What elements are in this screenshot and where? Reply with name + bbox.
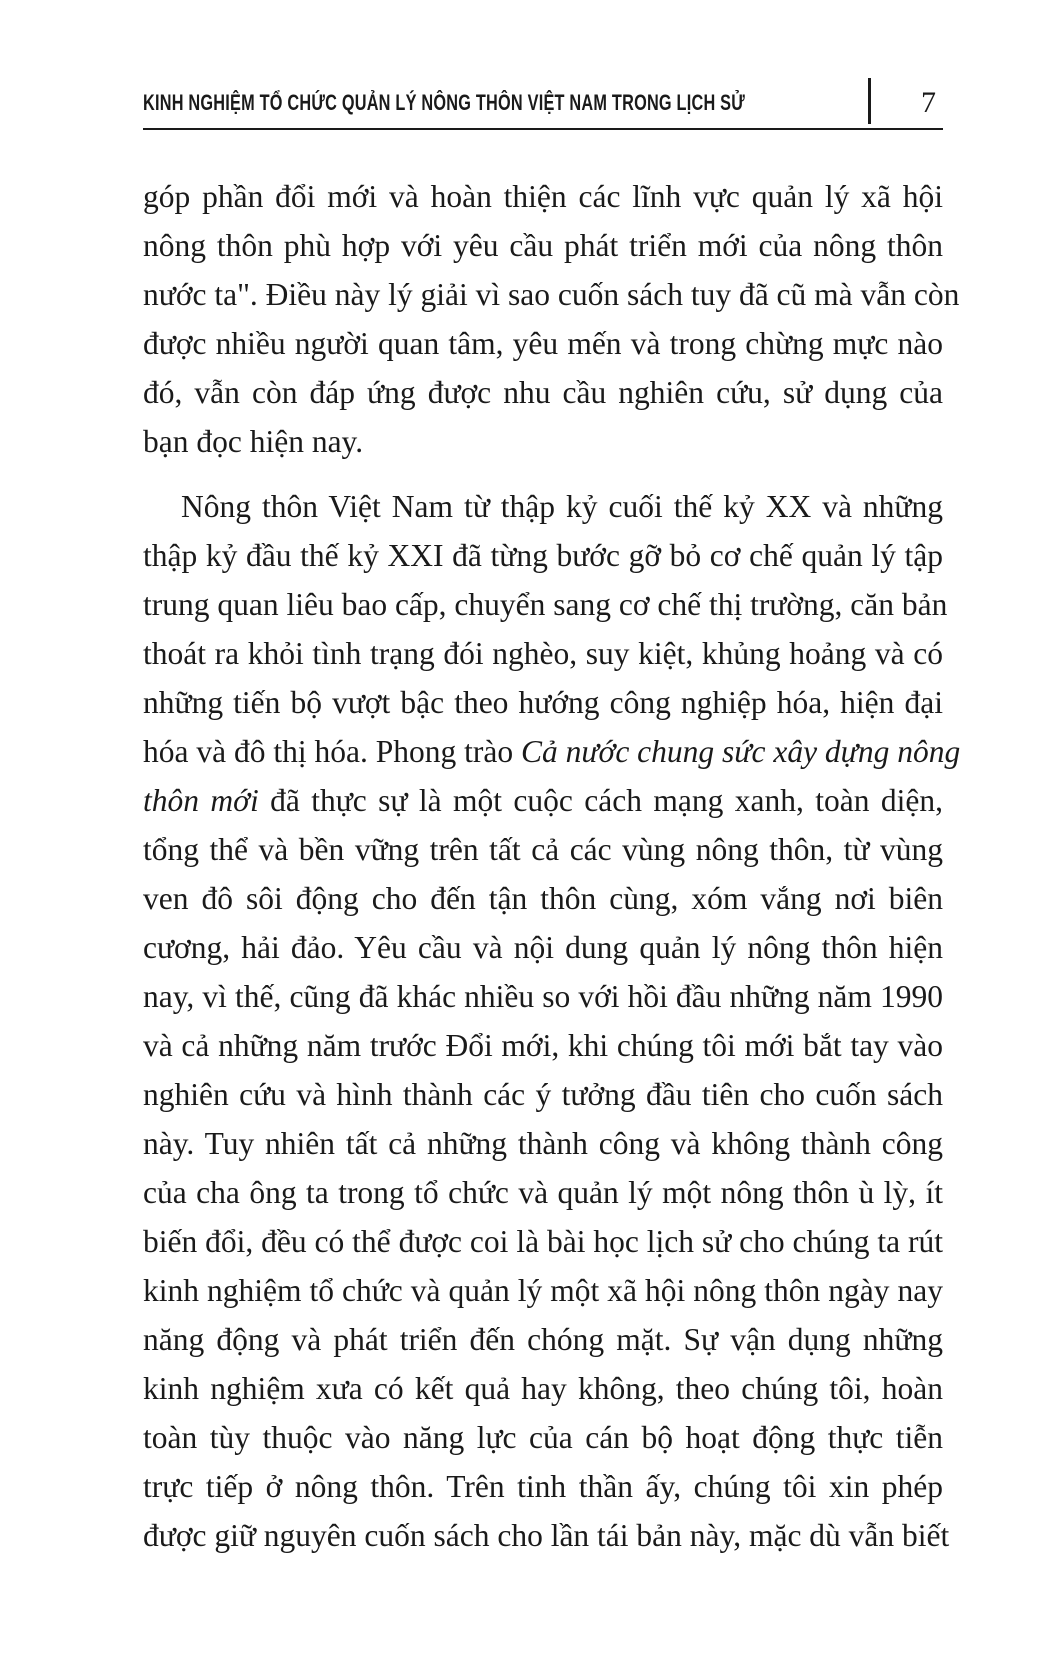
- text-line: thoát ra khỏi tình trạng đói nghèo, suy kiệt, khủng hoảng và có: [143, 636, 943, 671]
- text-line: năng động và phát triển đến chóng mặt. Sự vận dụng những: [143, 1322, 943, 1357]
- running-title: KINH NGHIỆM TỔ CHỨC QUẢN LÝ NÔNG THÔN VIỆT NAM TRONG LỊCH SỬ: [143, 90, 745, 115]
- text-line: nông thôn phù hợp với yêu cầu phát triển mới của nông thôn: [143, 228, 943, 263]
- text-line: được nhiều người quan tâm, yêu mến và trong chừng mực nào: [143, 326, 943, 361]
- text-run: đã thực sự là một cuộc cách mạng xanh, toàn diện,: [258, 783, 943, 818]
- page-number: 7: [921, 86, 936, 119]
- paragraph-gap: [143, 466, 943, 482]
- text-line: nay, vì thế, cũng đã khác nhiều so với hồi đầu những năm 1990: [143, 979, 943, 1014]
- header-rule: [143, 128, 943, 130]
- text-line: tổng thể và bền vững trên tất cả các vùng nông thôn, từ vùng: [143, 832, 943, 867]
- text-run: hóa và đô thị hóa. Phong trào: [143, 734, 521, 769]
- text-line: [143, 727, 961, 776]
- text-line: đó, vẫn còn đáp ứng được nhu cầu nghiên cứu, sử dụng của: [143, 375, 943, 410]
- text-line: này. Tuy nhiên tất cả những thành công và không thành công: [143, 1126, 943, 1161]
- text-line: những tiến bộ vượt bậc theo hướng công nghiệp hóa, hiện đại: [143, 685, 943, 720]
- text-line: được giữ nguyên cuốn sách cho lần tái bản này, mặc dù vẫn biết: [143, 1518, 950, 1553]
- text-line: cương, hải đảo. Yêu cầu và nội dung quản lý nông thôn hiện: [143, 930, 943, 965]
- text-line: nghiên cứu và hình thành các ý tưởng đầu tiên cho cuốn sách: [143, 1077, 943, 1112]
- text-line: ven đô sôi động cho đến tận thôn cùng, xóm vắng nơi biên: [143, 881, 943, 916]
- paragraph-2: [143, 482, 961, 1560]
- text-line: kinh nghiệm tổ chức và quản lý một xã hội nông thôn ngày nay: [143, 1273, 943, 1308]
- text-line: góp phần đổi mới và hoàn thiện các lĩnh vực quản lý xã hội: [143, 179, 943, 214]
- italic-title-run: thôn mới: [143, 783, 259, 818]
- text-line: trực tiếp ở nông thôn. Trên tinh thần ấy, chúng tôi xin phép: [143, 1469, 943, 1504]
- text-line: của cha ông ta trong tổ chức và quản lý một nông thôn ù lỳ, ít: [143, 1175, 943, 1210]
- text-line: trung quan liêu bao cấp, chuyển sang cơ chế thị trường, căn bản: [143, 587, 948, 622]
- running-header: [143, 86, 943, 130]
- text-line: Nông thôn Việt Nam từ thập kỷ cuối thế kỷ XX và những: [181, 489, 943, 524]
- paragraph-1: [143, 172, 960, 466]
- text-line: và cả những năm trước Đổi mới, khi chúng tôi mới bắt tay vào: [143, 1028, 943, 1063]
- text-line: biến đổi, đều có thể được coi là bài học lịch sử cho chúng ta rút: [143, 1224, 943, 1259]
- text-line: [143, 776, 943, 825]
- text-line: toàn tùy thuộc vào năng lực của cán bộ hoạt động thực tiễn: [143, 1420, 943, 1455]
- text-line: thập kỷ đầu thế kỷ XXI đã từng bước gỡ bỏ cơ chế quản lý tập: [143, 538, 943, 573]
- text-line: nước ta". Điều này lý giải vì sao cuốn sách tuy đã cũ mà vẫn còn: [143, 277, 960, 312]
- text-line: bạn đọc hiện nay.: [143, 424, 364, 459]
- italic-title-run: Cả nước chung sức xây dựng nông: [520, 734, 961, 769]
- header-divider: [868, 78, 871, 124]
- text-line: kinh nghiệm xưa có kết quả hay không, theo chúng tôi, hoàn: [143, 1371, 943, 1406]
- body-text: [143, 172, 961, 1560]
